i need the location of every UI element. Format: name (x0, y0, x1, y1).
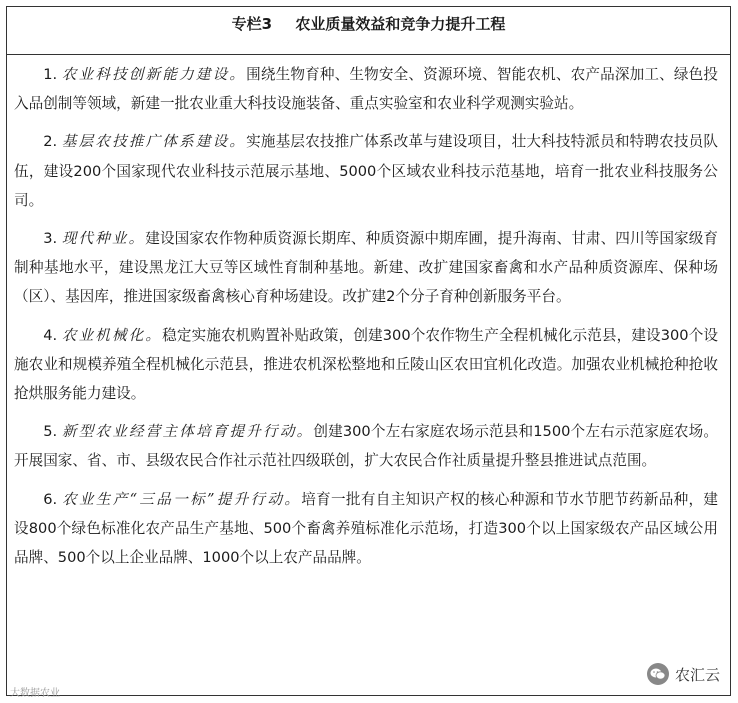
watermark-brand: 农汇云 (674, 665, 720, 684)
item-text: 培育一批有自主知识产权的核心种源和节水节肥节药新品种，建设800个绿色标准化农产品生产基地、500个畜禽养殖标准化示范场，打造300个以上国家级农产品区域公用品牌、500个以上企业品牌、1000个以上农产品品牌。 (14, 490, 718, 567)
item-text: 建设国家农作物种质资源长期库、种质资源中期库圃，提升海南、甘肃、四川等国家级育制种基地水平，建设黑龙江大豆等区域性育制种基地。新建、改扩建国家畜禽和水产品种质资源库、保种场（区）、基因库，推进国家级畜禽核心育种场建设。改扩建2个分子育种创新服务平台。 (14, 230, 718, 306)
item-text: 稳定实施农机购置补贴政策，创建300个农作物生产全程机械化示范县，建设300个设施农业和规模养殖全程机械化示范县，推进农机深松整地和丘陵山区农田宜机化改造。加强农业机械抢种抢收抢烘服务能力建设。 (14, 326, 718, 403)
item-text: 创建300个左右家庭农场示范县和1500个左右示范家庭农场。开展国家、省、市、县级农民合作社示范社四级联创，扩大农民合作社质量提升整县推进试点范围。 (14, 423, 718, 470)
item-index: 2. (43, 133, 58, 151)
item-label: 新型农业经营主体培育提升行动。 (61, 423, 314, 441)
item-text: 围绕生物育种、生物安全、资源环境、智能农机、农产品深加工、绿色投入品创制等领域，新建一批农业重大科技设施装备、重点实验室和农业科学观测实验站。 (14, 66, 718, 113)
item-label: 基层农技推广体系建设。 (61, 133, 247, 151)
watermark (647, 663, 720, 685)
item-index: 6. (43, 490, 58, 508)
item-index: 4. (43, 326, 58, 344)
list-item (14, 417, 718, 475)
column-body (14, 60, 718, 581)
item-index: 5. (43, 423, 58, 441)
item-label: 农业生产“三品一标”提升行动。 (62, 490, 302, 508)
list-item (14, 60, 718, 118)
item-text: 实施基层农技推广体系改革与建设项目，壮大科技特派员和特聘农技员队伍，建设200个国家现代农业科技示范展示基地、5000个区域农业科技示范基地，培育一批农业科技服务公司。 (14, 133, 718, 209)
item-index: 1. (43, 66, 58, 83)
item-label: 农业机械化。 (61, 326, 163, 344)
list-item (14, 127, 718, 215)
item-index: 3. (43, 230, 58, 248)
column-title (6, 6, 731, 55)
item-label: 农业科技创新能力建设。 (61, 66, 247, 83)
column-number: 专栏3 (231, 15, 273, 33)
corner-watermark: 大数据农业 (10, 688, 60, 699)
column-heading: 农业质量效益和竞争力提升工程 (295, 15, 506, 33)
list-item (14, 485, 718, 573)
list-item (14, 224, 718, 312)
item-label: 现代种业。 (61, 230, 146, 248)
list-item (14, 321, 718, 409)
wechat-icon (647, 663, 669, 685)
